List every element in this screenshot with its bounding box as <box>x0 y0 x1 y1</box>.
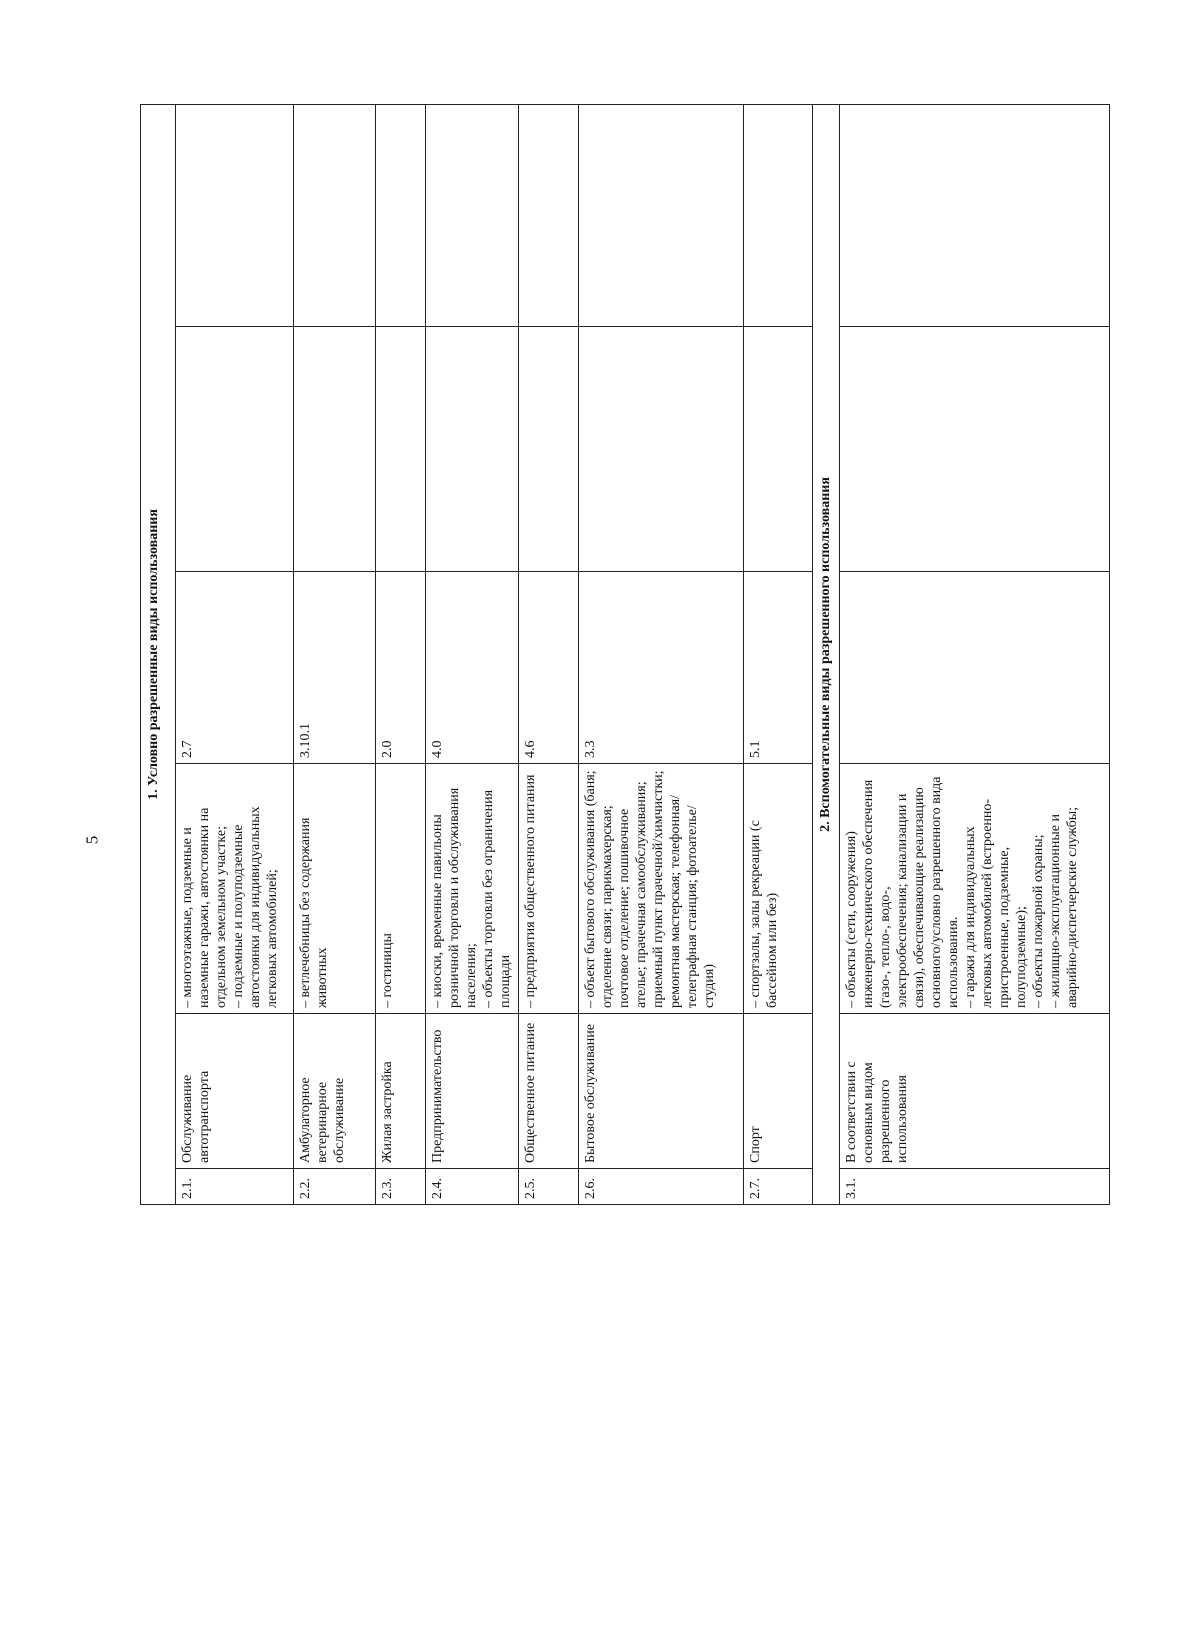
classifier-code: 4.0 <box>425 572 519 764</box>
table-row <box>840 104 1110 1204</box>
empty-cell <box>376 327 425 572</box>
classifier-code: 4.6 <box>519 572 579 764</box>
description-line: – спортзалы, залы рекреации (с бассейном или без) <box>747 820 780 1008</box>
description-line: – киоски, временные павильоны розничной торговли и обслуживания населения; <box>429 787 479 1008</box>
use-description <box>294 764 376 1014</box>
use-description <box>376 764 425 1014</box>
row-number: 2.6. <box>579 1169 744 1205</box>
empty-cell <box>840 104 1110 326</box>
empty-cell <box>519 327 579 572</box>
use-type-name: Бытовое обслуживание <box>579 1014 744 1169</box>
use-description <box>579 764 744 1014</box>
table-row <box>425 104 519 1204</box>
classifier-code: 2.7 <box>176 572 294 764</box>
use-type-name: Предпринимательство <box>425 1014 519 1169</box>
table-row <box>376 104 425 1204</box>
description-line: – объекты пожарной охраны; <box>1031 834 1047 1008</box>
description-line: – жилищно-эксплуатационные и аварийно-диспетчерские службы; <box>1048 806 1081 1008</box>
empty-cell <box>176 104 294 326</box>
use-type-name: Спорт <box>743 1014 813 1169</box>
empty-cell <box>743 327 813 572</box>
table-row <box>743 104 813 1204</box>
use-description <box>519 764 579 1014</box>
use-type-name: В соответствии с основным видом разрешенного использования <box>840 1014 1110 1169</box>
empty-cell <box>743 104 813 326</box>
empty-cell <box>519 104 579 326</box>
description-line: – предприятия общественного питания <box>523 774 539 1008</box>
row-number: 2.2. <box>294 1169 376 1205</box>
empty-cell <box>579 327 744 572</box>
empty-cell <box>840 327 1110 572</box>
description-line: – объекты торговли без ограничения площади <box>480 789 513 1008</box>
description-line: – гостиницы <box>380 933 396 1008</box>
use-type-name: Общественное питание <box>519 1014 579 1169</box>
row-number: 2.1. <box>176 1169 294 1205</box>
zoning-table <box>140 105 1110 1205</box>
empty-cell <box>176 327 294 572</box>
empty-cell <box>425 104 519 326</box>
use-description <box>176 764 294 1014</box>
use-type-name: Жилая застройка <box>376 1014 425 1169</box>
description-line: – объекты (сети, сооружения) инженерно-технического обеспечения (газо-, тепло-, водо-, электрообеспечения; канализации и связи), обеспечивающие реализацию основного/условно разрешенного вида использования. <box>844 776 962 1008</box>
use-description <box>425 764 519 1014</box>
classifier-code: 3.3 <box>579 572 744 764</box>
row-number: 3.1. <box>840 1169 1110 1205</box>
description-line: – гаражи для индивидуальных легковых автомобилей (встроенно-пристроенные, подземные, полуподземные); <box>963 798 1030 1008</box>
use-description <box>743 764 813 1014</box>
use-type-name: Амбулаторное ветеринарное обслуживание <box>294 1014 376 1169</box>
classifier-code <box>840 572 1110 764</box>
section-2-title: 2. Вспомогательные виды разрешенного использования <box>813 104 840 1204</box>
table-row <box>519 104 579 1204</box>
empty-cell <box>579 104 744 326</box>
description-line: – ветлечебницы без содержания животных <box>298 817 331 1008</box>
classifier-code: 2.0 <box>376 572 425 764</box>
empty-cell <box>294 104 376 326</box>
table-row <box>176 104 294 1204</box>
description-line: – объект бытового обслуживания (баня; отделение связи; парикмахерская; почтовое отделение; пошивочное ателье; прачечная самообслуживания; приемный пункт прачечной/химчистки; ремонтная мастерская; телефонная/телеграфная станция; фотоателье/студия) <box>583 770 718 1008</box>
use-type-name: Обслуживание автотранспорта <box>176 1014 294 1169</box>
description-line: – подземные и полуподземные автостоянки для индивидуальных легковых автомобилей; <box>231 806 281 1008</box>
empty-cell <box>294 327 376 572</box>
row-number: 2.5. <box>519 1169 579 1205</box>
empty-cell <box>376 104 425 326</box>
table-row <box>579 104 744 1204</box>
use-description <box>840 764 1110 1014</box>
row-number: 2.4. <box>425 1169 519 1205</box>
row-number: 2.7. <box>743 1169 813 1205</box>
page-number: 5 <box>82 835 102 845</box>
empty-cell <box>425 327 519 572</box>
classifier-code: 5.1 <box>743 572 813 764</box>
description-line: – многоэтажные, подземные и наземные гаражи, автостоянки на отдельном земельном участке; <box>180 807 230 1008</box>
section-1-title: 1. Условно разрешенные виды использования <box>141 104 176 1204</box>
classifier-code: 3.10.1 <box>294 572 376 764</box>
row-number: 2.3. <box>376 1169 425 1205</box>
table-row <box>294 104 376 1204</box>
